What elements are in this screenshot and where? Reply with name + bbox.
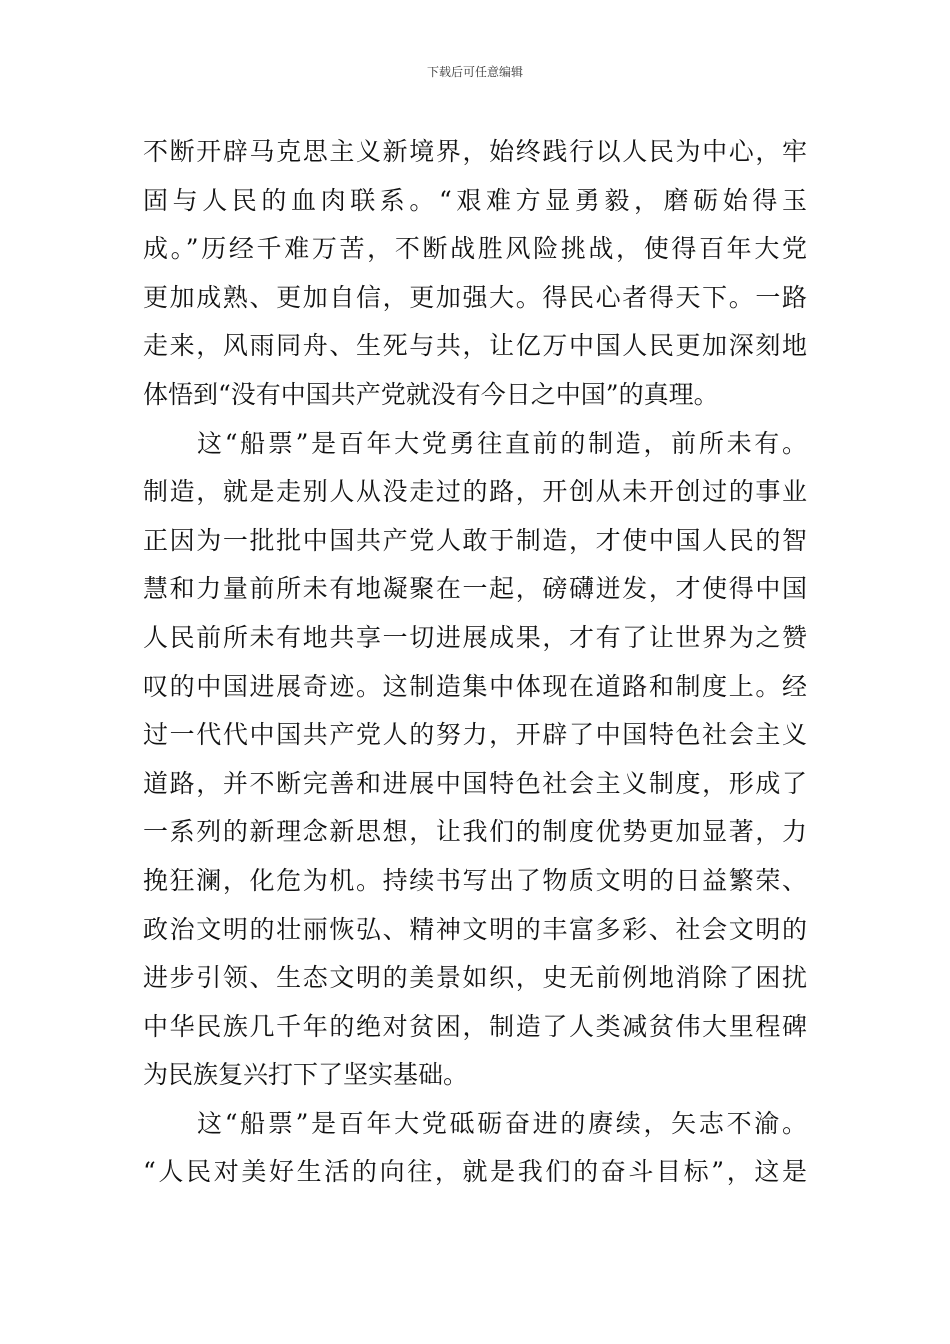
text-line: 这“船票”是百年大党勇往直前的制造，前所未有。 — [197, 428, 807, 458]
text-line: 这“船票”是百年大党砥砺奋进的赓续，矢志不渝。 — [197, 1108, 807, 1138]
text-line: 过一代代中国共产党人的努力，开辟了中国特色社会主义 — [143, 720, 807, 750]
text-line: 不断开辟马克思主义新境界，始终践行以人民为中心，牢 — [143, 137, 807, 166]
text-line: 政治文明的壮丽恢弘、精神文明的丰富多彩、社会文明的 — [143, 914, 807, 944]
text-line: 挽狂澜，化危为机。持续书写出了物质文明的日益繁荣、 — [143, 865, 807, 895]
body-text — [143, 128, 807, 1197]
text-line: “人民对美好生活的向往，就是我们的奋斗目标”，这是 — [143, 1157, 807, 1187]
text-line: 固与人民的血肉联系。“艰难方显勇毅，磨砺始得玉 — [143, 185, 807, 215]
text-line: 道路，并不断完善和进展中国特色社会主义制度，形成了 — [143, 768, 807, 798]
text-line: 体悟到“没有中国共产党就没有今日之中国”的真理。 — [143, 379, 719, 409]
text-line: 为民族复兴打下了坚实基础。 — [143, 1060, 469, 1090]
text-line: 走来，风雨同舟、生死与共，让亿万中国人民更加深刻地 — [143, 331, 807, 361]
text-line: 中华民族几千年的绝对贫困，制造了人类减贫伟大里程碑 — [143, 1011, 807, 1041]
text-line: 慧和力量前所未有地凝聚在一起，磅礴迸发，才使得中国 — [143, 574, 807, 604]
text-line: 叹的中国进展奇迹。这制造集中体现在道路和制度上。经 — [143, 671, 807, 701]
text-line: 正因为一批批中国共产党人敢于制造，才使中国人民的智 — [143, 525, 807, 555]
text-line: 一系列的新理念新思想，让我们的制度优势更加显著，力 — [143, 817, 807, 847]
text-line: 成。”历经千难万苦，不断战胜风险挑战，使得百年大党 — [143, 234, 807, 264]
text-line: 进步引领、生态文明的美景如织，史无前例地消除了困扰 — [143, 963, 807, 993]
text-line: 制造，就是走别人从没走过的路，开创从未开创过的事业 — [143, 477, 807, 507]
text-line: 人民前所未有地共享一切进展成果，才有了让世界为之赞 — [143, 622, 807, 652]
text-line: 更加成熟、更加自信，更加强大。得民心者得天下。一路 — [143, 282, 807, 312]
page-header-note: 下载后可任意编辑 — [426, 65, 523, 79]
